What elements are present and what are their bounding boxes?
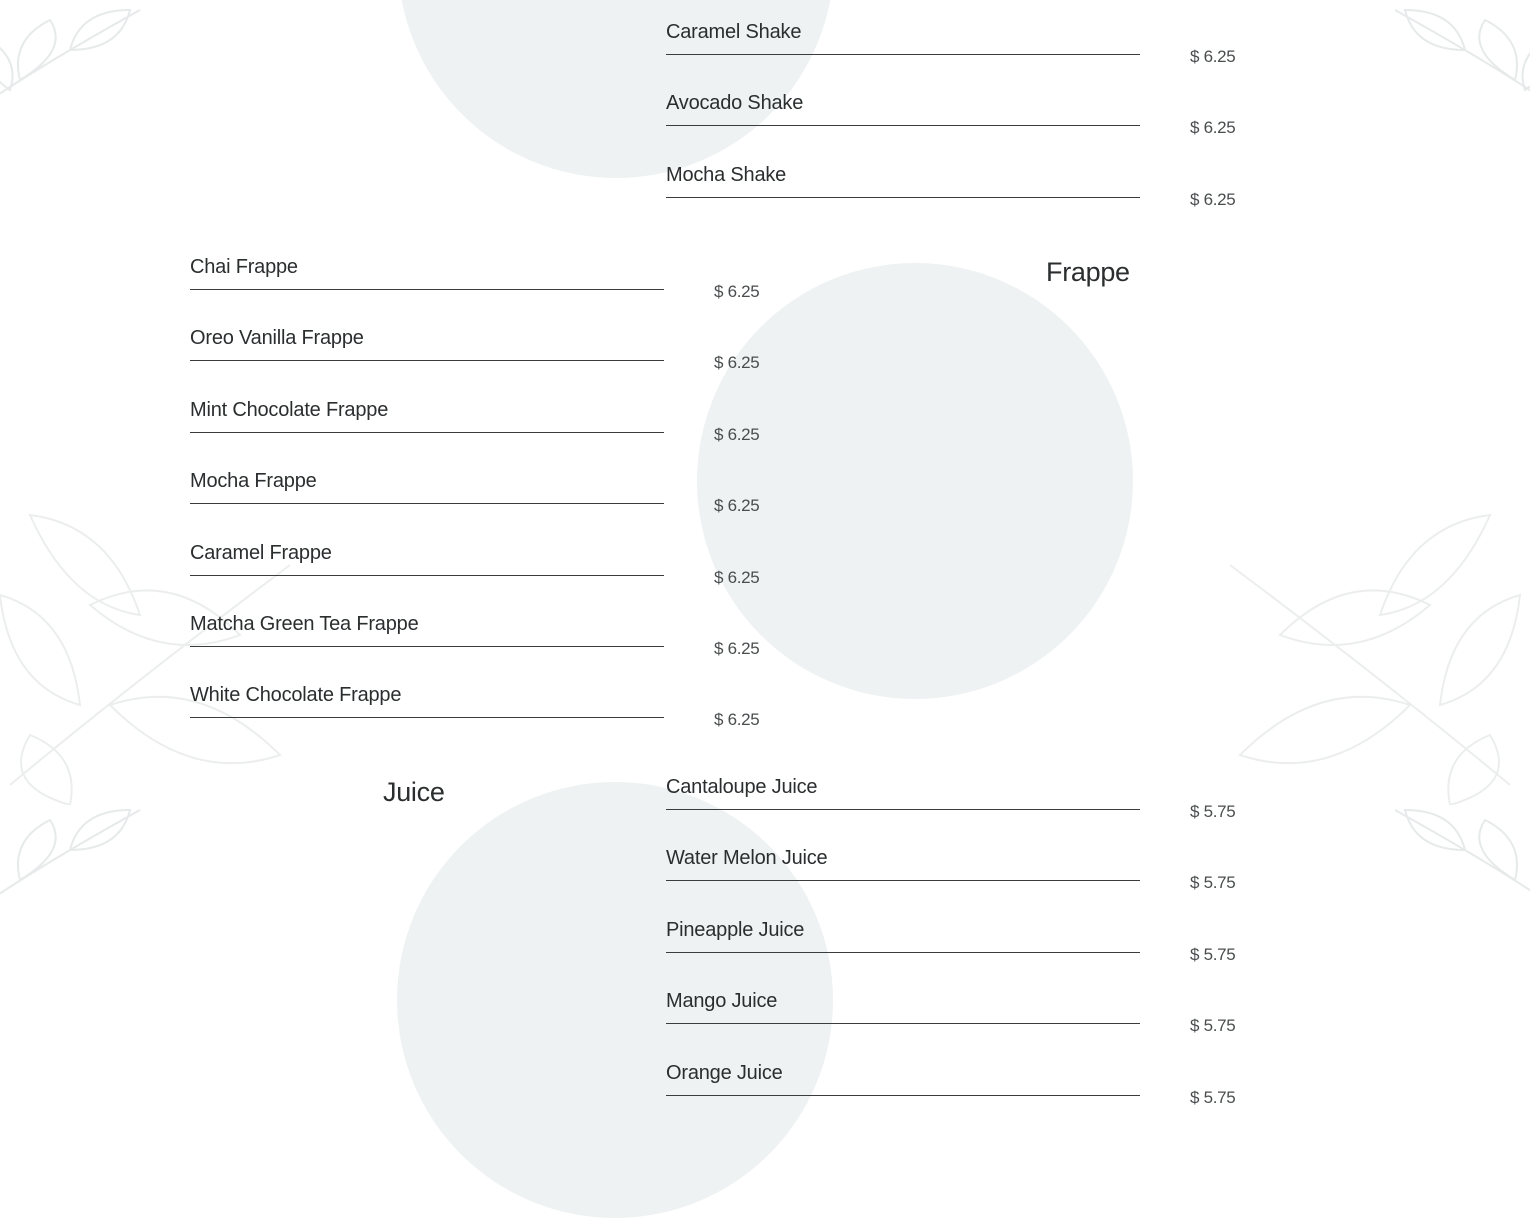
menu-item-price: $ 6.25 (714, 282, 760, 301)
menu-item-name: Mango Juice (666, 990, 778, 1012)
section-title-juice: Juice (383, 777, 445, 807)
menu-item-name: Oreo Vanilla Frappe (190, 327, 364, 349)
menu-item-name: Pineapple Juice (666, 919, 805, 941)
divider (190, 289, 664, 290)
menu-item-name: Caramel Shake (666, 21, 802, 43)
divider (666, 952, 1140, 953)
divider (190, 503, 664, 504)
menu-item-price: $ 5.75 (1190, 945, 1236, 964)
divider (666, 125, 1140, 126)
menu-item-name: Matcha Green Tea Frappe (190, 613, 419, 635)
menu-item-name: Cantaloupe Juice (666, 776, 818, 798)
menu-item-price: $ 6.25 (714, 568, 760, 587)
menu-item-name: Mint Chocolate Frappe (190, 399, 389, 421)
menu-item-price: $ 6.25 (1190, 118, 1236, 137)
divider (190, 717, 664, 718)
divider (666, 809, 1140, 810)
menu-item-name: Caramel Frappe (190, 542, 332, 564)
leaf-decoration-top-left (0, 0, 150, 110)
menu-item-price: $ 6.25 (714, 496, 760, 515)
decorative-circle-frappe (697, 263, 1133, 699)
menu-item-price: $ 5.75 (1190, 1088, 1236, 1107)
menu-item-price: $ 6.25 (714, 639, 760, 658)
divider (190, 646, 664, 647)
divider (666, 54, 1140, 55)
divider (666, 1023, 1140, 1024)
menu-item-price: $ 5.75 (1190, 873, 1236, 892)
menu-item-name: White Chocolate Frappe (190, 684, 402, 706)
leaf-decoration-bottom-left (0, 800, 150, 910)
menu-item-price: $ 6.25 (1190, 47, 1236, 66)
menu-item-price: $ 5.75 (1190, 802, 1236, 821)
divider (190, 432, 664, 433)
menu-item-name: Orange Juice (666, 1062, 783, 1084)
menu-item-price: $ 6.25 (714, 425, 760, 444)
divider (666, 1095, 1140, 1096)
leaf-decoration-mid-right (1200, 505, 1530, 805)
menu-item-price: $ 6.25 (714, 710, 760, 729)
menu-item-name: Mocha Frappe (190, 470, 317, 492)
menu-item-name: Avocado Shake (666, 92, 804, 114)
menu-item-price: $ 6.25 (1190, 190, 1236, 209)
leaf-decoration-bottom-right (1385, 800, 1530, 910)
leaf-decoration-top-right (1385, 0, 1530, 110)
menu-item-name: Chai Frappe (190, 256, 298, 278)
divider (666, 880, 1140, 881)
divider (190, 575, 664, 576)
menu-item-name: Water Melon Juice (666, 847, 828, 869)
menu-item-price: $ 5.75 (1190, 1016, 1236, 1035)
menu-item-price: $ 6.25 (714, 353, 760, 372)
section-title-frappe: Frappe (1046, 257, 1130, 287)
menu-item-name: Mocha Shake (666, 164, 787, 186)
divider (666, 197, 1140, 198)
divider (190, 360, 664, 361)
